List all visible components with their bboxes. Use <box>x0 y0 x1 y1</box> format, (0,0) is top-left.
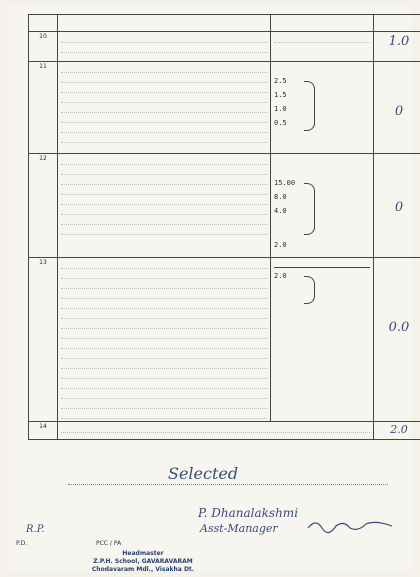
brace-mark <box>304 81 315 131</box>
table-header <box>29 15 420 32</box>
marks-label <box>315 77 319 133</box>
stamp-line-1: Headmaster <box>122 550 164 557</box>
signature-scribble <box>306 516 396 536</box>
row-number: 14 <box>29 422 58 440</box>
row-marks <box>271 32 374 62</box>
marks-subheader <box>274 259 370 268</box>
header-marks-details <box>271 15 374 32</box>
row-description <box>58 258 271 422</box>
header-description <box>58 15 271 32</box>
awarded-cell <box>374 32 420 62</box>
marks-value: 8.0 <box>274 193 287 201</box>
brace-mark <box>304 183 315 235</box>
signature-label-pcc: PCC / PA <box>96 540 122 547</box>
handwritten-mark: 1.0 <box>388 34 410 49</box>
row-description <box>58 154 271 258</box>
row-description <box>58 422 374 440</box>
handwritten-mark: 0.0 <box>388 320 410 335</box>
table-row-13 <box>29 258 420 422</box>
marks-value: 2.0 <box>274 272 287 280</box>
awarded-cell <box>374 62 420 154</box>
table-row-11 <box>29 62 420 154</box>
stamp-line-3: Chodavaram Mdl., Visakha Dt. <box>91 565 195 573</box>
header-no <box>29 15 58 32</box>
row-marks <box>271 258 374 422</box>
handwritten-mark: 2.0 <box>390 423 408 436</box>
row-description <box>58 32 271 62</box>
stamp-line-2: Z.P.H. School, GAVARAVARAM <box>93 557 193 565</box>
handwritten-mark: 0 <box>394 104 404 119</box>
evaluation-table <box>28 14 420 440</box>
header-marks-awarded <box>374 15 420 32</box>
marks-value: 1.0 <box>274 105 287 113</box>
awarded-cell <box>374 154 420 258</box>
table-row-12 <box>29 154 420 258</box>
marks-label <box>315 179 319 255</box>
row-description <box>58 62 271 154</box>
signature-initials: R.P. <box>26 524 45 535</box>
row-number: 11 <box>29 62 58 154</box>
marks-value: 15.00 <box>274 179 296 187</box>
row-number: 13 <box>29 258 58 422</box>
row-number: 10 <box>29 32 58 62</box>
row-marks <box>271 62 374 154</box>
signature-label-pd: P.D. <box>16 540 28 547</box>
awarded-cell <box>374 258 420 422</box>
handwritten-mark: 0 <box>394 200 404 215</box>
result-value: Selected <box>168 464 239 483</box>
signature-name: P. Dhanalakshmi <box>198 506 299 520</box>
table-row-10 <box>29 32 420 62</box>
marks-value: 4.0 <box>274 207 287 215</box>
marks-values <box>274 77 304 133</box>
marks-label <box>315 272 319 304</box>
marks-value: 2.0 <box>274 241 287 249</box>
table-row-14 <box>29 422 420 440</box>
headmaster-stamp <box>88 550 198 573</box>
result-underline <box>68 484 388 485</box>
marks-value: 1.5 <box>274 91 287 99</box>
signature-scribble-icon <box>306 516 396 536</box>
marks-values <box>274 179 304 255</box>
signature-title: Asst-Manager <box>200 522 278 535</box>
awarded-cell <box>374 422 420 440</box>
brace-mark <box>304 276 315 304</box>
marks-value: 0.5 <box>274 119 287 127</box>
row-number: 12 <box>29 154 58 258</box>
document-page <box>8 6 412 571</box>
row-marks <box>271 154 374 258</box>
marks-value: 2.5 <box>274 77 287 85</box>
